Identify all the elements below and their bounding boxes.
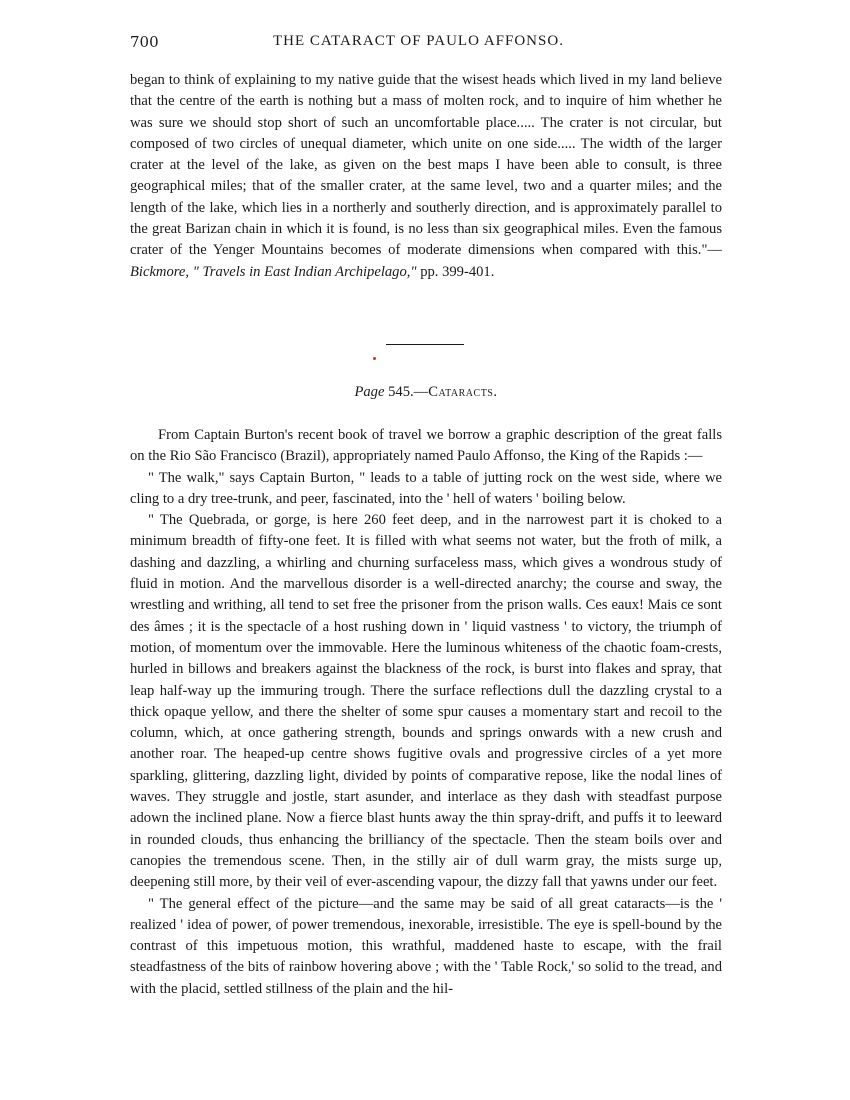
paragraph-intro: From Captain Burton's recent book of travel we borrow a graphic description of the great falls on the Rio São Francisco (Brazil), appropriately named Paulo Affonso, the King of the Rapids :— — [130, 427, 722, 465]
page-number: 700 — [130, 33, 159, 51]
body-text — [130, 425, 722, 1000]
paragraph-quebrada: " The Quebrada, or gorge, is here 260 feet deep, and in the narrowest part it is choked to a minimum breadth of fifty-one feet. It is filled with what seems not water, but the froth of milk, a dashing and dazzling, a whirling and churning surfaceless mass, which gives a wondrous study of fluid in motion. And the marvellous disorder is a well-directed anarchy; the course and sway, the wrestling and writhing, all tend to set free the prisoner from the prison walls. Ces eaux! Mais ce sont des âmes ; it is the spectacle of a host rushing down in ' liquid vastness ' to victory, the triumph of motion, of momentum over the immovable. Here the luminous whiteness of the chaotic foam-crests, hurled in billows and breakers against the blackness of the rock, is burst into flakes and spray, that leap half-way up the immuring trough. There the surface reflections dull the dazzling crystal to a thick opaque yellow, and there the shelter of some spur causes a momentary start and recoil to the column, which, at once gathering strength, bounds and springs onwards with a new crush and another roar. The heaped-up centre shows fugitive ovals and progressive circles of a yet more sparkling, glittering, dazzling light, divided by points of comparative repose, like the nodal lines of waves. They struggle and jostle, start asunder, and interlace as they dash with steadfast purpose adown the inclined plane. Now a fierce blast hunts away the thin spray-drift, and puffs it to leeward in rounded clouds, thus enhancing the brilliancy of the spectacle. Then the steam boils over and canopies the tremendous scene. Then, in the stilly air of dull warm gray, the mists surge up, deepening still more, by their veil of ever-ascending vapour, the dizzy fall that yawns under our feet. — [130, 512, 722, 891]
quoted-passage — [130, 70, 722, 283]
quoted-passage-text: began to think of explaining to my native guide that the wisest heads which lived in my land believe that the centre of the earth is nothing but a mass of molten rock, and to inquire of him whether he was sure we should stop short of such an uncomfortable place..... The crater is not circular, but composed of two circles of unequal diameter, which unite on one side..... The width of the larger crater at the level of the lake, as given on the best maps I have been able to consult, is three geographical miles; that of the smaller crater, at the same level, two and a quarter miles; and the length of the lake, which lies in a northerly and southerly direction, and is approximately parallel to the great Barizan chain in which it is found, is no less than six geographical miles. Even the famous crater of the Yenger Mountains becomes of moderate dimensions when compared with this."— — [130, 72, 722, 259]
section-divider-rule — [386, 344, 464, 345]
section-page-number: 545.— — [388, 384, 429, 400]
section-page-label: Page — [354, 384, 385, 400]
running-title: THE CATARACT OF PAULO AFFONSO. — [273, 33, 564, 49]
section-heading — [130, 384, 722, 401]
paragraph-walk: " The walk," says Captain Burton, " leads to a table of jutting rock on the west side, where we cling to a dry tree-trunk, and peer, fascinated, into the ' hell of waters ' boiling below. — [130, 469, 722, 507]
citation-work: " Travels in East Indian Archipelago," — [192, 263, 417, 280]
section-title: Cataracts. — [428, 384, 498, 400]
ink-mark — [373, 357, 376, 360]
running-header — [130, 33, 722, 53]
paragraph-general-effect: " The general effect of the picture—and the same may be said of all great cataracts—is the ' realized ' idea of power, of power tremendous, inexorable, irresistible. The eye is spell-bound by the contrast of this impetuous motion, this wrathful, maddened haste to escape, with the frail steadfastness of the bits of rainbow hovering above ; with the ' Table Rock,' so solid to the tread, and with the placid, settled stillness of the plain and the hil- — [130, 895, 722, 997]
citation-author: Bickmore, — [130, 263, 190, 280]
citation-pages: pp. 399-401. — [416, 263, 495, 280]
